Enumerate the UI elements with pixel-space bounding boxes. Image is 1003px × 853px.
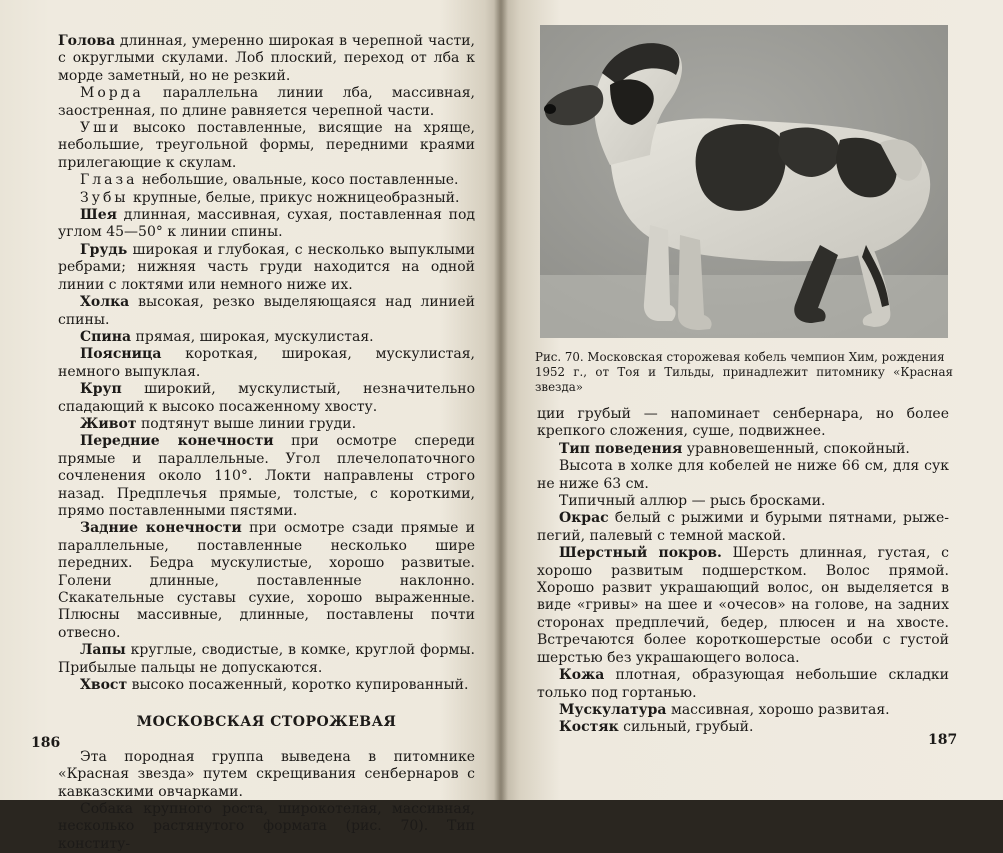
caption-line-1: Рис. 70. Московская сторожевая кобель чемпион Хим, рождения xyxy=(535,350,945,364)
page-number-left: 186 xyxy=(31,735,61,751)
paragraph-eyes: Глаза небольшие, овальные, косо поставленные. xyxy=(80,172,459,189)
paragraph-color: Окрас белый с рыжими и бурыми пятнами, рыже-пегий, палевый с темной маской. xyxy=(537,510,949,544)
dog-photo xyxy=(540,25,948,338)
figure-caption xyxy=(535,350,953,395)
paragraph-withers: Холка высокая, резко выделяющаяся над линией спины. xyxy=(58,294,475,328)
paragraph-paws: Лапы круглые, сводистые, в комке, круглой формы. Прибылые пальцы не допускаются. xyxy=(58,642,475,676)
paragraph-forelegs: Передние конечности при осмотре спереди прямые и параллельные. Угол плечелопаточного сочленения около 110°. Локти направлены строго назад. Предплечья прямые, толстые, с короткими, прямо поставленными пястями. xyxy=(58,433,475,519)
paragraph-loin: Поясница короткая, широкая, мускулистая, немного выпуклая. xyxy=(58,346,475,380)
left-page-text xyxy=(58,33,475,853)
section-heading: МОСКОВСКАЯ СТОРОЖЕВАЯ xyxy=(136,714,397,731)
left-page xyxy=(0,0,500,852)
page-number-right: 187 xyxy=(928,732,958,748)
paragraph-back: Спина прямая, широкая, мускулистая. xyxy=(80,328,374,345)
paragraph-croup: Круп широкий, мускулистый, незначительно спадающий к высоко посаженному хвосту. xyxy=(58,381,475,415)
paragraph-continuation: ции грубый — напоминает сенбернара, но более крепкого сложения, суше, подвижнее. xyxy=(537,406,949,440)
paragraph-height: Высота в холке для кобелей не ниже 66 см, для сук не ниже 63 см. xyxy=(537,458,949,492)
paragraph-muscles: Мускулатура массивная, хорошо развитая. xyxy=(559,701,890,718)
paragraph-head: Голова длинная, умеренно широкая в черепной части, с округлыми скулами. Лоб плоский, переход от лба к морде заметный, но не резкий. xyxy=(58,33,475,84)
paragraph-neck: Шея длинная, массивная, сухая, поставленная под углом 45—50° к линии спины. xyxy=(58,207,475,241)
paragraph-skin: Кожа плотная, образующая небольшие складки только под гортанью. xyxy=(537,667,949,701)
paragraph-belly: Живот подтянут выше линии груди. xyxy=(80,415,357,432)
paragraph-teeth: Зубы крупные, белые, прикус ножницеобразный. xyxy=(80,189,460,206)
section-description: Собака крупного роста, широкотелая, массивная, несколько растянутого формата (рис. 70). Тип конститу- xyxy=(58,801,475,852)
book-gutter xyxy=(494,0,508,800)
paragraph-behavior: Тип поведения уравновешенный, спокойный. xyxy=(559,440,910,457)
right-page-text xyxy=(537,406,949,737)
paragraph-hindlegs: Задние конечности при осмотре сзади прямые и параллельные, поставленные несколько шире передних. Бедра мускулистые, хорошо развитые. Голени длинные, поставленные наклонно. Скакательные суставы сухие, хорошо выраженные. Плюсны массивные, длинные, поставлены почти отвесно. xyxy=(58,520,475,641)
paragraph-coat: Шерстный покров. Шерсть длинная, густая, с хорошо развитым подшерстком. Волос прямой. Хорошо развит украшающий волос, он выделяется в виде «гривы» на шее и «очесов» на голове, на задних сторонах предплечий, бедер, плюсен и на хвосте. Встречаются более короткошерстые особи с густой шерстью без украшающего волоса. xyxy=(537,545,949,666)
section-intro: Эта породная группа выведена в питомнике «Красная звезда» путем скрещивания сенбернаров с кавказскими овчарками. xyxy=(58,748,475,800)
dog-illustration xyxy=(540,25,948,338)
paragraph-tail: Хвост высоко посаженный, коротко купированный. xyxy=(80,677,469,694)
paragraph-ears: Уши высоко поставленные, висящие на хряще, небольшие, треугольной формы, передними краями прилегающие к скулам. xyxy=(58,120,475,171)
paragraph-gait: Типичный аллюр — рысь бросками. xyxy=(559,493,826,510)
paragraph-muzzle: Морда параллельна линии лба, массивная, заостренная, по длине равняется черепной части. xyxy=(58,85,475,119)
paragraph-chest: Грудь широкая и глубокая, с несколько выпуклыми ребрами; нижняя часть груди находится на одной линии с локтями или немного ниже их. xyxy=(58,241,475,293)
paragraph-bones: Костяк сильный, грубый. xyxy=(559,719,754,736)
caption-line-2: 1952 г., от Тоя и Тильды, принадлежит питомнику «Красная звезда» xyxy=(535,365,953,394)
